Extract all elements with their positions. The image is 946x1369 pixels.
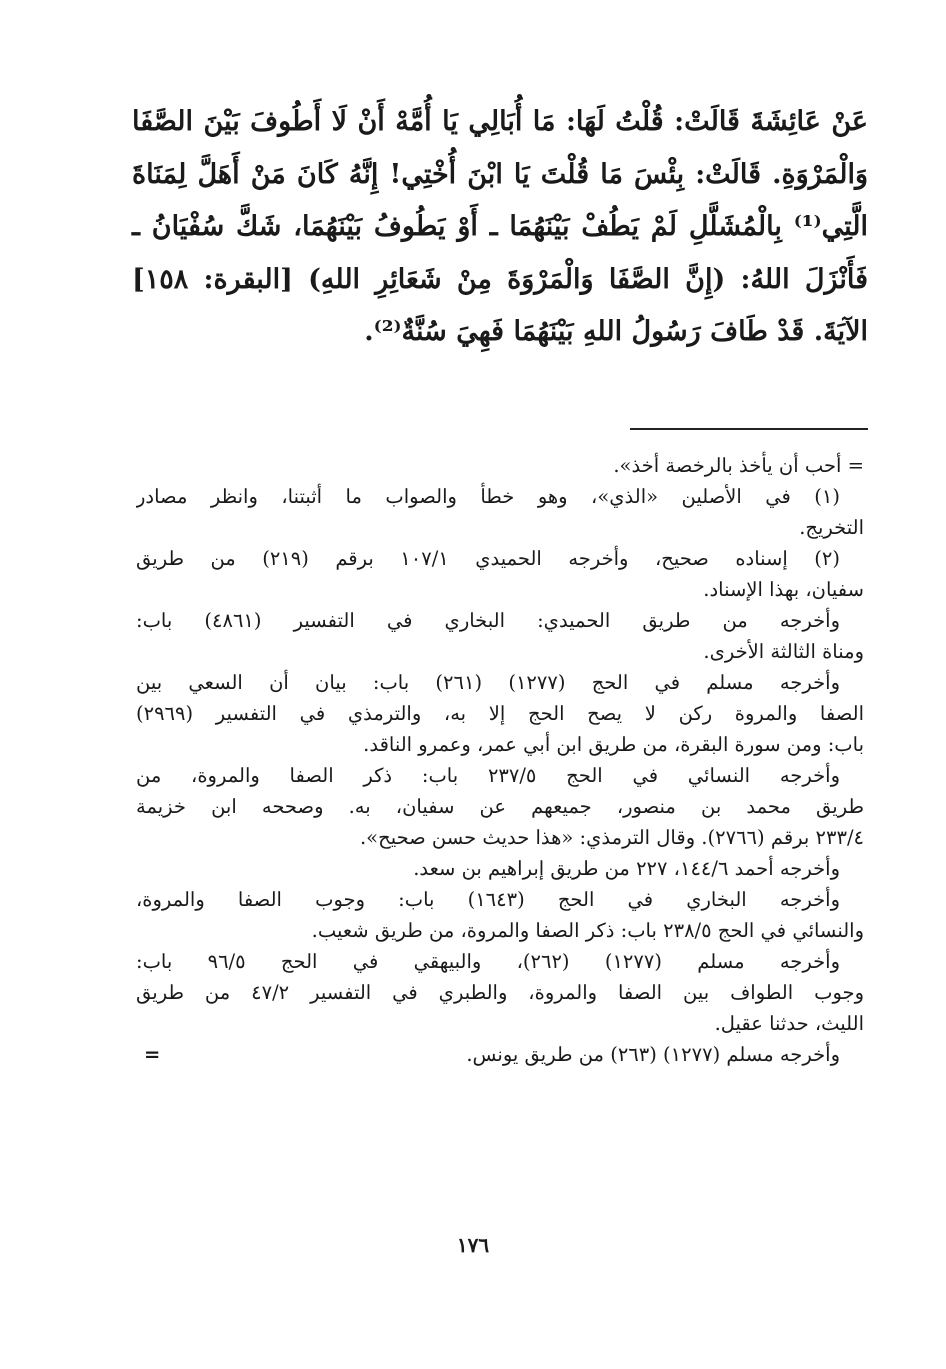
- footnote-last-text: وأخرجه مسلم (١٢٧٧) (٢٦٣) من طريق يونس.: [466, 1043, 840, 1066]
- footnote-line: طريق محمد بن منصور، جميعهم عن سفيان، به. وصححه ابن خزيمة: [136, 795, 864, 818]
- footnote-line: الليث، حدثنا عقيل.: [714, 1012, 864, 1035]
- footnote-line: (٢) إسناده صحيح، وأخرجه الحميدي ١٠٧/١ برقم (٢١٩) من طريق: [136, 547, 840, 570]
- footnote-line: باب: ومن سورة البقرة، من طريق ابن أبي عمر، وعمرو الناقد.: [363, 733, 864, 756]
- footnote-line: الصفا والمروة ركن لا يصح الحج إلا به، والترمذي في التفسير (٢٩٦٩): [136, 702, 864, 725]
- footnote-line: = أحب أن يأخذ بالرخصة أخذ».: [613, 454, 864, 477]
- page-number: ١٧٦: [456, 1233, 490, 1257]
- footnote-line: (١) في الأصلين «الذي»، وهو خطأ والصواب ما أثبتنا، وانظر مصادر: [136, 485, 840, 508]
- footnote-line: سفيان، بهذا الإسناد.: [703, 578, 864, 601]
- footnote-line: ومناة الثالثة الأخرى.: [703, 640, 864, 663]
- footnote-line: والنسائي في الحج ٢٣٨/٥ باب: ذكر الصفا والمروة، من طريق شعيب.: [311, 919, 864, 942]
- continuation-mark: =: [144, 1043, 161, 1066]
- hadith-text: عَنْ عَائِشَةَ قَالَتْ: قُلْتُ لَهَا: مَا أُبَالِي يَا أُمَّهْ أَنْ لَا أَطُوفَ بَيْنَ الصَّفَا وَالْمَرْوَةِ. قَالَتْ: بِئْسَ مَا قُلْتَ يَا ابْنَ أُخْتِي! إِنَّهُ كَانَ مَنْ أَهَلَّ لِمَنَاةَ الَّتِي⁽¹⁾ بِالْمُشَلَّلِ لَمْ يَطُفْ بَيْنَهُمَا ـ أَوْ يَطُوفُ بَيْنَهُمَا، شَكَّ سُفْيَانُ ـ فَأَنْزَلَ اللهُ: (إِنَّ الصَّفَا وَالْمَرْوَةَ مِنْ شَعَائِرِ اللهِ) [البقرة: ١٥٨] الآيَةَ. قَدْ طَافَ رَسُولُ اللهِ بَيْنَهُمَا فَهِيَ سُنَّةٌ⁽²⁾.: [132, 106, 868, 347]
- footnote-line: وأخرجه البخاري في الحج (١٦٤٣) باب: وجوب الصفا والمروة،: [136, 888, 840, 911]
- footnote-line: وأخرجه مسلم في الحج (١٢٧٧) (٢٦١) باب: بيان أن السعي بين: [136, 671, 840, 694]
- footnote-line: التخريج.: [799, 516, 864, 539]
- footnote-line: وأخرجه أحمد ١٤٤/٦، ٢٢٧ من طريق إبراهيم بن سعد.: [413, 857, 840, 880]
- footnote-line: وأخرجه مسلم (١٢٧٧) (٢٦٢)، والبيهقي في الحج ٩٦/٥ باب:: [136, 950, 841, 973]
- footnote-separator: [630, 428, 868, 430]
- footnote-line: وجوب الطواف بين الصفا والمروة، والطبري في التفسير ٤٧/٢ من طريق: [136, 981, 864, 1004]
- footnote-line: وأخرجه من طريق الحميدي: البخاري في التفسير (٤٨٦١) باب:: [136, 609, 840, 632]
- footnotes-section: [136, 450, 864, 1070]
- footnote-last-line: [136, 1039, 864, 1070]
- footnote-line: ٢٣٣/٤ برقم (٢٧٦٦). وقال الترمذي: «هذا حديث حسن صحيح».: [359, 826, 864, 849]
- footnote-line: وأخرجه النسائي في الحج ٢٣٧/٥ باب: ذكر الصفا والمروة، من: [136, 764, 840, 787]
